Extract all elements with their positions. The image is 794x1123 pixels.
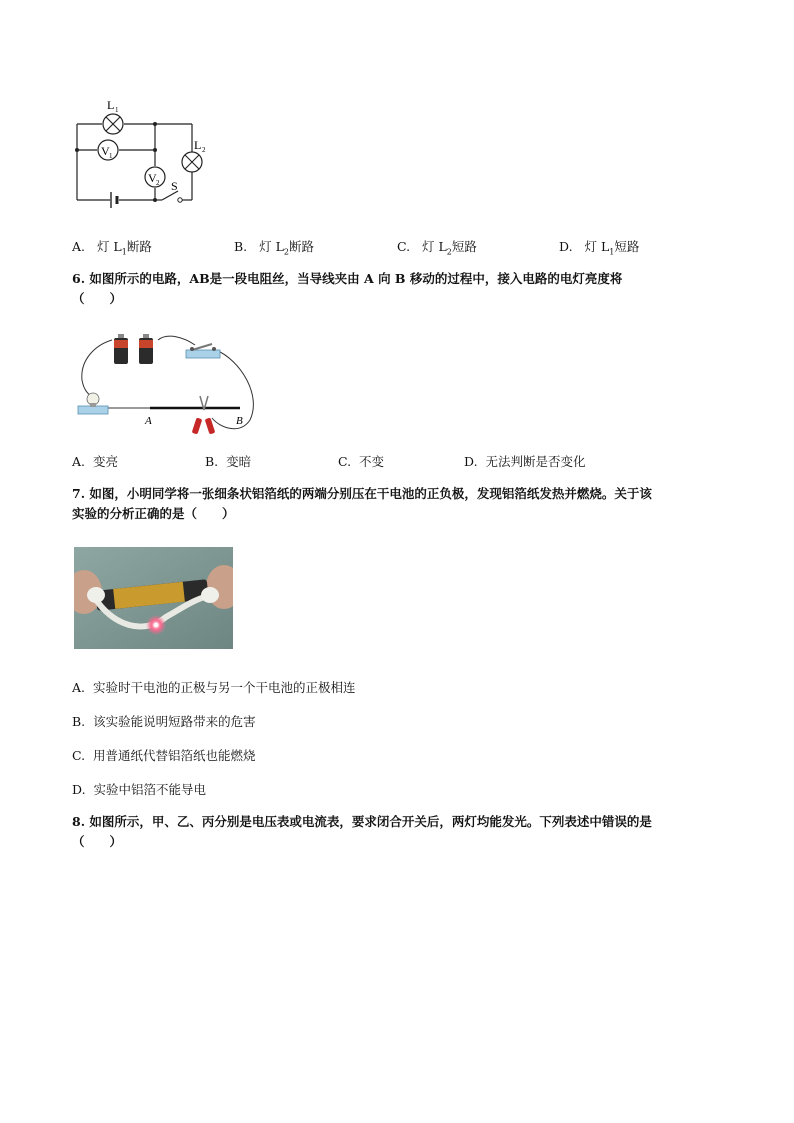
q8-stem-line2: （ ） — [72, 834, 123, 849]
q5-circuit-diagram — [70, 95, 220, 215]
q7-option-d[interactable]: D. 实验中铝箔不能导电 — [72, 782, 207, 797]
v2-label: V — [148, 171, 157, 185]
switch-label: S — [171, 179, 178, 193]
voltmeter-v2-icon — [145, 167, 165, 187]
q7-option-b[interactable]: B. 该实验能说明短路带来的危害 — [72, 714, 256, 729]
q5-option-c[interactable]: C. 灯 $L_2$短路 — [397, 239, 477, 257]
q6-option-c[interactable]: C. 不变 — [338, 454, 385, 469]
v1-label: V — [101, 144, 110, 158]
point-b-label: B — [236, 415, 243, 427]
q6-stem-line2: （ ） — [72, 291, 123, 306]
v2-sub: 2 — [156, 179, 160, 187]
clip-icon — [192, 396, 216, 435]
lamp-l1-icon — [103, 114, 123, 134]
q6-option-a[interactable]: A. 变亮 — [72, 454, 118, 469]
point-a-label: A — [145, 415, 152, 427]
q5-option-a[interactable]: A. 灯 $L_1$断路 — [72, 239, 152, 257]
l2-label: L — [194, 138, 202, 152]
l1-label: L — [107, 98, 115, 112]
q7-option-a[interactable]: A. 实验时干电池的正极与另一个干电池的正极相连 — [72, 680, 356, 695]
q8-stem-line1: 8. 如图所示，甲、乙、丙分别是电压表或电流表，要求闭合开关后，两灯均能发光。下列表述中错误的是 — [72, 814, 652, 829]
l2-sub: 2 — [202, 146, 206, 154]
lamp-l2-icon — [182, 152, 202, 172]
q7-stem-line1: 7. 如图，小明同学将一张细条状铝箔纸的两端分别压在干电池的正负极，发现铝箔纸发热并燃烧。关于该 — [72, 486, 652, 501]
voltmeter-v1-icon — [98, 140, 118, 160]
l1-sub: 1 — [115, 106, 119, 114]
q6-circuit-picture — [70, 325, 270, 445]
q5-option-b[interactable]: B. 灯 $L_2$断路 — [234, 239, 314, 257]
q7-experiment-photo — [74, 547, 233, 649]
bulb-icon — [78, 393, 108, 414]
q6-option-b[interactable]: B. 变暗 — [205, 454, 252, 469]
switch-icon — [186, 344, 220, 358]
q6-stem-line1: 6. 如图所示的电路，AB是一段电阻丝，当导线夹由 A 向 B 移动的过程中，接入电路的电灯亮度将 — [72, 271, 623, 286]
q6-option-d[interactable]: D. 无法判断是否变化 — [464, 454, 586, 469]
q7-option-c[interactable]: C. 用普通纸代替铝箔纸也能燃烧 — [72, 748, 256, 763]
q7-stem-line2: 实验的分析正确的是（ ） — [72, 506, 235, 521]
q5-option-d[interactable]: D. 灯 $L_1$短路 — [559, 239, 640, 257]
v1-sub: 1 — [109, 152, 113, 160]
battery-icon — [114, 334, 153, 364]
